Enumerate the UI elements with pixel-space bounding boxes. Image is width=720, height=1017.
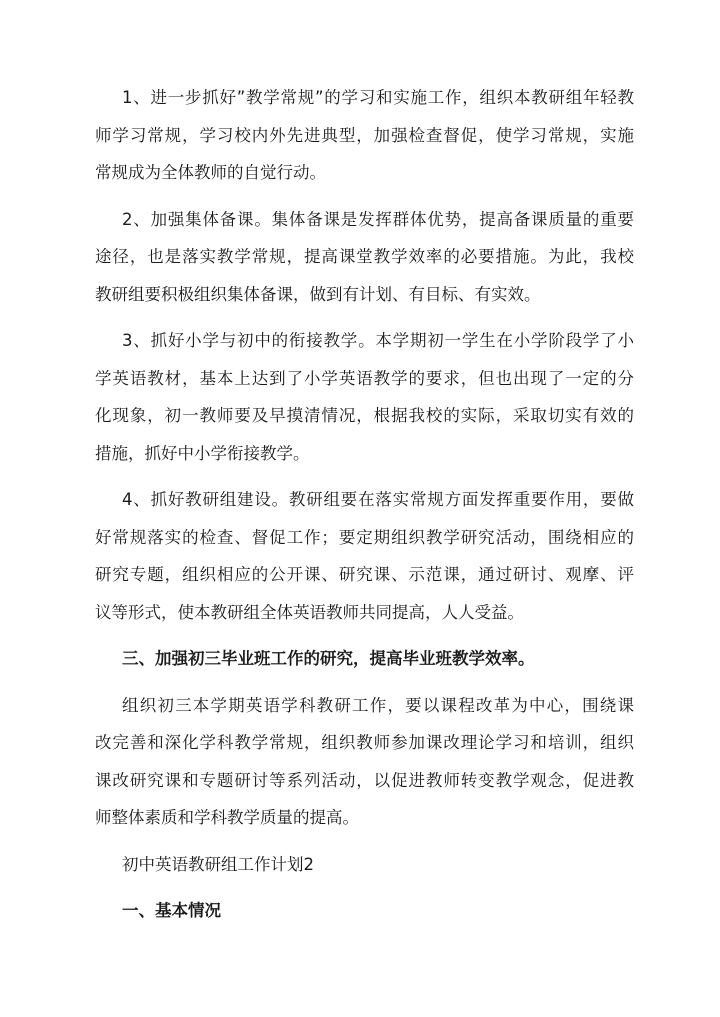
text-line: 好常规落实的检查、督促工作；要定期组织教学研究活动，围绕相应的 bbox=[95, 527, 634, 547]
document-title bbox=[95, 846, 634, 884]
text-line: 措施，抓好中小学衔接教学。 bbox=[95, 443, 310, 463]
section-heading bbox=[95, 640, 634, 678]
paragraph bbox=[95, 201, 634, 314]
text-line: 改完善和深化学科教学常规，组织教师参加课改理论学习和培训，组织 bbox=[95, 733, 634, 752]
text-line: 学英语教材，基本上达到了小学英语教学的要求，但也出现了一定的分 bbox=[95, 368, 634, 388]
text-line: 组织初三本学期英语学科教研工作，要以课程改革为中心，围绕课 bbox=[122, 695, 634, 715]
text-line: 化现象，初一教师要及早摸清情况，根据我校的实际，采取切实有效的 bbox=[95, 406, 634, 425]
text-line: 课改研究课和专题研讨等系列活动，以促进教师转变教学观念，促进教 bbox=[95, 770, 634, 790]
text-line: 初中英语教研组工作计划2 bbox=[122, 854, 314, 874]
paragraph bbox=[95, 481, 634, 631]
text-line: 2、加强集体备课。集体备课是发挥群体优势，提高备课质量的重要 bbox=[122, 209, 634, 229]
text-line: 教研组要积极组织集体备课，做到有计划、有目标、有实效。 bbox=[95, 284, 541, 304]
text-line: 研究专题，组织相应的公开课、研究课、示范课，通过研讨、观摩、评 bbox=[95, 565, 634, 584]
text-line: 3、抓好小学与初中的衔接教学。本学期初一学生在小学阶段学了小 bbox=[122, 331, 634, 350]
text-line: 一、基本情况 bbox=[122, 901, 221, 920]
text-line: 途径，也是落实教学常规，提高课堂教学效率的必要措施。为此，我校 bbox=[95, 247, 634, 266]
text-line: 4、抓好教研组建设。教研组要在落实常规方面发挥重要作用，要做 bbox=[122, 490, 634, 509]
text-line: 议等形式，使本教研组全体英语教师共同提高，人人受益。 bbox=[95, 602, 524, 622]
document-page bbox=[95, 79, 634, 939]
text-line: 师整体素质和学科教学质量的提高。 bbox=[95, 808, 359, 827]
text-line: 三、加强初三毕业班工作的研究，提高毕业班教学效率。 bbox=[122, 649, 535, 668]
text-line: 常规成为全体教师的自觉行动。 bbox=[95, 163, 326, 182]
text-line: 师学习常规，学习校内外先进典型，加强检查督促，使学习常规，实施 bbox=[95, 125, 634, 145]
paragraph bbox=[95, 79, 634, 192]
paragraph bbox=[95, 322, 634, 472]
section-heading bbox=[95, 892, 634, 930]
text-line: 1、进一步抓好”教学常规”的学习和实施工作，组织本教研组年轻教 bbox=[122, 88, 634, 107]
paragraph bbox=[95, 687, 634, 837]
